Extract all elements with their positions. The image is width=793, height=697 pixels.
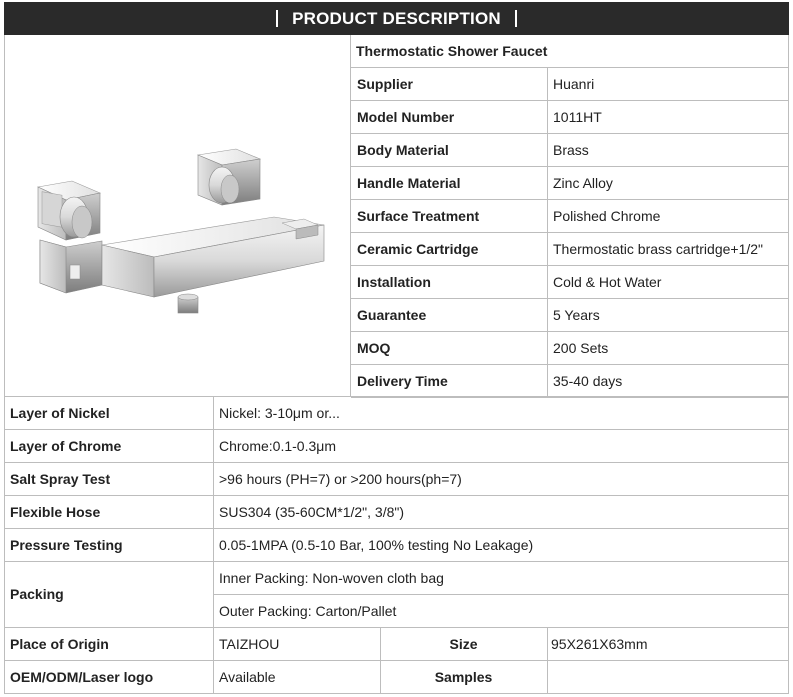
samples-value [547,660,789,693]
product-image-cell [4,35,351,396]
spec-value: 1011HT [553,108,602,125]
samples-label: Samples [434,668,493,685]
spec-label: Pressure Testing [10,536,123,553]
size-label: Size [449,635,478,652]
spec-value: 5 Years [553,306,600,323]
spec-label: Surface Treatment [357,207,480,224]
header-bar-right [515,10,517,27]
size-value: 95X261X63mm [551,635,648,652]
header-title: PRODUCT DESCRIPTION [292,8,501,28]
header-bar-left [276,10,278,27]
origin-label: Place of Origin [10,635,109,652]
spec-label: Model Number [357,108,455,125]
packing-inner: Inner Packing: Non-woven cloth bag [219,569,444,586]
spec-label: MOQ [357,339,391,356]
spec-value: Chrome:0.1-0.3μm [219,437,336,454]
spec-label: Layer of Chrome [10,437,122,454]
product-image [4,35,350,396]
section-header [4,2,789,35]
row-divider [4,693,789,694]
oem-label: OEM/ODM/Laser logo [10,668,154,685]
spec-label: Layer of Nickel [10,404,110,421]
spec-label: Installation [357,273,431,290]
spec-label: Ceramic Cartridge [357,240,479,257]
spec-label: Delivery Time [357,372,448,389]
spec-label: Body Material [357,141,449,158]
packing-label: Packing [10,586,64,602]
spec-value: Zinc Alloy [553,174,613,191]
product-title: Thermostatic Shower Faucet [356,43,548,59]
spec-value: Polished Chrome [553,207,661,224]
packing-outer: Outer Packing: Carton/Pallet [219,602,397,619]
column-divider [547,67,548,397]
spec-value: Huanri [553,75,595,92]
spec-value: 200 Sets [553,339,609,356]
column-divider [380,627,381,693]
spec-value: Nickel: 3-10μm or... [219,404,340,421]
column-divider [213,627,214,693]
spec-value: SUS304 (35-60CM*1/2", 3/8") [219,503,405,520]
spec-value: Thermostatic brass cartridge+1/2" [553,240,763,257]
spec-label: Flexible Hose [10,503,101,520]
column-divider [547,627,548,693]
origin-value: TAIZHOU [219,635,280,652]
spec-value: 35-40 days [553,372,623,389]
spec-value: 0.05-1MPA (0.5-10 Bar, 100% testing No Leakage) [219,536,534,553]
spec-label: Salt Spray Test [10,470,111,487]
spec-value: Cold & Hot Water [553,273,662,290]
spec-value: Brass [553,141,589,158]
oem-value: Available [219,668,276,685]
spec-label: Handle Material [357,174,461,191]
spec-label: Supplier [357,75,414,92]
spec-value: >96 hours (PH=7) or >200 hours(ph=7) [219,470,462,487]
column-divider [213,396,214,627]
spec-label: Guarantee [357,306,427,323]
